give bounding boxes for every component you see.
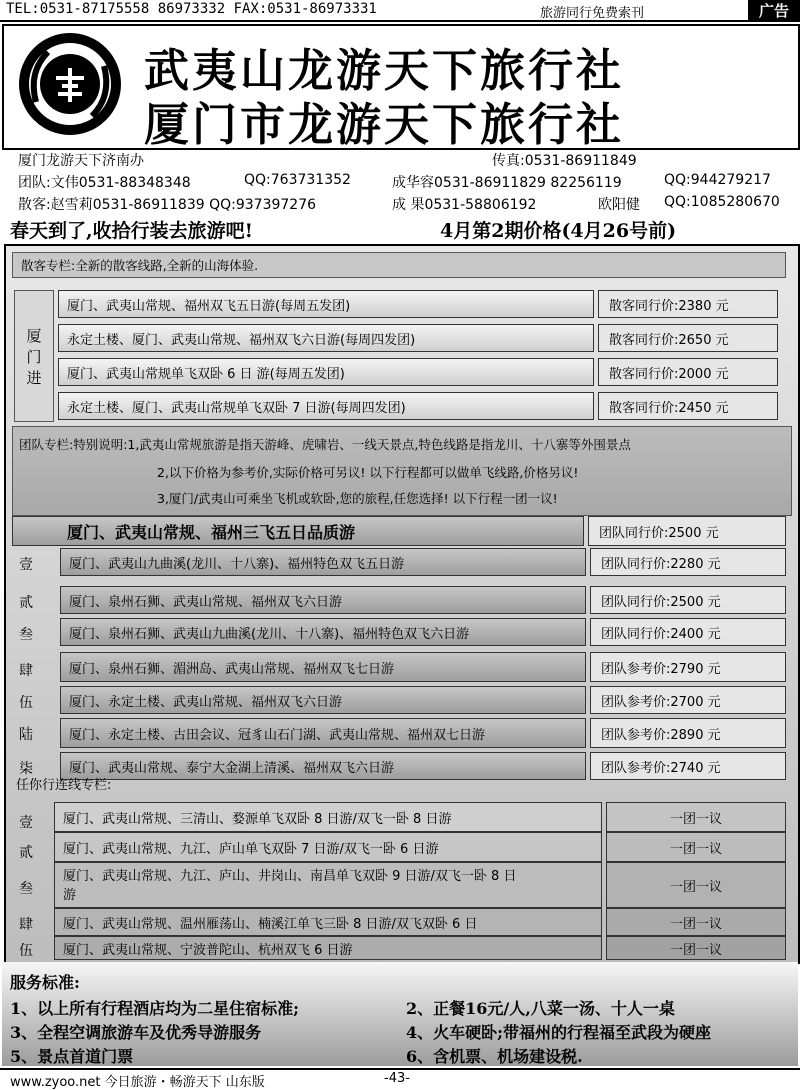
team-row-4-num: 肆: [19, 663, 33, 679]
team-row-2-num: 贰: [19, 595, 33, 611]
linked-route-3: 厦门、武夷山常规、九江、庐山、井岗山、南昌单飞双卧 9 日游/双飞一卧 8 日 游: [54, 862, 602, 908]
agency-title-wuyishan: 武夷山龙游天下旅行社: [144, 44, 625, 97]
agency-header: [2, 24, 800, 150]
scatter-route-2: 永定土楼、厦门、武夷山常规、福州双飞六日游(每周四发团): [58, 324, 594, 352]
featured-route: 厦门、武夷山常规、福州三飞五日品质游: [12, 516, 584, 546]
team-row-1-num: 壹: [19, 557, 33, 573]
team-price-5: 团队参考价:2700 元: [590, 686, 786, 714]
contact-person-1-qq: QQ:944279217: [664, 172, 771, 188]
team-price-2: 团队同行价:2500 元: [590, 586, 786, 614]
team-price-7: 团队参考价:2740 元: [590, 752, 786, 780]
linked-route-2: 厦门、武夷山常规、九江、庐山单飞双卧 7 日游/双飞一卧 6 日游: [54, 832, 602, 862]
featured-price: 团队同行价:2500 元: [588, 516, 786, 546]
service-item-2: 2、正餐16元/人,八菜一汤、十人一桌: [406, 999, 675, 1018]
linked-price-2: 一团一议: [606, 832, 786, 862]
service-standards: [2, 962, 798, 1066]
spring-slogan: 春天到了,收拾行装去旅游吧!: [10, 220, 253, 242]
team-route-6: 厦门、永定土楼、古田会议、冠豸山石门湖、武夷山常规、福州双七日游: [60, 718, 586, 748]
linked-route-1: 厦门、武夷山常规、三清山、婺源单飞双卧 8 日游/双飞一卧 8 日游: [54, 802, 602, 832]
linked-price-3: 一团一议: [606, 862, 786, 908]
team-price-6: 团队参考价:2890 元: [590, 718, 786, 748]
team-price-3: 团队同行价:2400 元: [590, 618, 786, 646]
team-route-2: 厦门、泉州石狮、武夷山常规、福州双飞六日游: [60, 586, 586, 614]
scatter-route-1: 厦门、武夷山常规、福州双飞五日游(每周五发团): [58, 290, 594, 318]
team-route-5: 厦门、永定土楼、武夷山常规、福州双飞六日游: [60, 686, 586, 714]
service-item-1: 1、以上所有行程酒店均为二星住宿标准;: [10, 999, 300, 1018]
service-item-6: 6、含机票、机场建设税.: [406, 1047, 583, 1066]
page-number: -43-: [384, 1071, 410, 1086]
scatter-price-1: 散客同行价:2380 元: [598, 290, 778, 318]
team-row-6-num: 陆: [19, 727, 33, 743]
team-route-4: 厦门、泉州石狮、湄洲岛、武夷山常规、福州双飞七日游: [60, 652, 586, 682]
team-row-3-num: 叁: [19, 627, 33, 643]
linked-row-2-num: 贰: [19, 845, 33, 861]
scatter-price-2: 散客同行价:2650 元: [598, 324, 778, 352]
team-note-3: 3,厦门/武夷山可乘坐飞机或软卧,您的旅程,任您选择! 以下行程一团一议!: [157, 491, 558, 506]
team-row-7-num: 柒: [19, 761, 33, 777]
team-row-5-num: 伍: [19, 695, 33, 711]
free-index-label: 旅游同行免费索刊: [540, 6, 645, 21]
itinerary-panel: [4, 244, 800, 964]
linked-price-1: 一团一议: [606, 802, 786, 832]
team-qq: QQ:763731352: [244, 172, 351, 188]
scatter-section-title: 散客专栏:全新的散客线路,全新的山海体验.: [12, 252, 786, 278]
footer-site: www.zyoo.net 今日旅游・畅游天下 山东版: [10, 1075, 265, 1090]
contact-person-3: 欧阳健: [598, 197, 640, 213]
linked-price-5: 一团一议: [606, 936, 786, 960]
linked-row-1-num: 壹: [19, 815, 33, 831]
linked-route-5: 厦门、武夷山常规、宁波普陀山、杭州双飞 6 日游: [54, 936, 602, 960]
team-note-1: 团队专栏:特别说明:1,武夷山常规旅游是指天游峰、虎啸岩、一线天景点,特色线路是指龙川、十八寨等外围景点: [19, 437, 631, 452]
team-route-7: 厦门、武夷山常规、泰宁大金湖上清溪、福州双飞六日游: [60, 752, 586, 780]
service-title: 服务标准:: [10, 973, 80, 992]
top-bar: [0, 0, 800, 22]
scatter-price-4: 散客同行价:2450 元: [598, 392, 778, 420]
fax-number: 传真:0531-86911849: [492, 153, 637, 169]
contact-person-2: 成 果0531-58806192: [392, 197, 537, 213]
linked-route-4: 厦门、武夷山常规、温州雁荡山、楠溪江单飞三卧 8 日游/双飞双卧 6 日: [54, 908, 602, 936]
publisher-contact: TEL:0531-87175558 86973332 FAX:0531-86973331: [6, 1, 377, 17]
scatter-contact: 散客:赵雪莉0531-86911839 QQ:937397276: [18, 197, 317, 213]
agency-title-xiamen: 厦门市龙游天下旅行社: [144, 98, 625, 151]
ad-badge: 广告: [748, 0, 800, 22]
price-period: 4月第2期价格(4月26号前): [440, 220, 677, 242]
team-price-4: 团队参考价:2790 元: [590, 652, 786, 682]
contact-person-1: 成华容0531-86911829 82256119: [392, 175, 622, 191]
team-note-2: 2,以下价格为参考价,实际价格可另议! 以下行程都可以做单飞线路,价格另议!: [157, 465, 579, 480]
service-item-5: 5、景点首道门票: [10, 1047, 134, 1066]
contact-person-3-qq: QQ:1085280670: [664, 194, 780, 210]
team-contact: 团队:文伟0531-88348348: [18, 175, 191, 191]
scatter-route-4: 永定土楼、厦门、武夷山常规单飞双卧 7 日游(每周四发团): [58, 392, 594, 420]
team-route-3: 厦门、泉州石狮、武夷山九曲溪(龙川、十八寨)、福州特色双飞六日游: [60, 618, 586, 646]
page-footer: [0, 1068, 800, 1088]
office-name: 厦门龙游天下济南办: [18, 153, 144, 169]
linked-price-4: 一团一议: [606, 908, 786, 936]
team-section-notes: [12, 426, 792, 516]
linked-section-title: 任你行连线专栏:: [16, 778, 112, 793]
scatter-route-3: 厦门、武夷山常规单飞双卧 6 日 游(每周五发团): [58, 358, 594, 386]
service-item-4: 4、火车硬卧;带福州的行程福至武段为硬座: [406, 1023, 712, 1042]
linked-row-3-num: 叁: [19, 881, 33, 897]
agency-logo-icon: [18, 32, 122, 136]
team-price-1: 团队同行价:2280 元: [590, 548, 786, 576]
service-item-3: 3、全程空调旅游车及优秀导游服务: [10, 1023, 262, 1042]
team-route-1: 厦门、武夷山九曲溪(龙川、十八寨)、福州特色双飞五日游: [60, 548, 586, 576]
linked-row-4-num: 肆: [19, 917, 33, 933]
scatter-price-3: 散客同行价:2000 元: [598, 358, 778, 386]
linked-row-5-num: 伍: [19, 943, 33, 959]
xiamen-entry-label: 厦 门 进: [14, 290, 54, 422]
